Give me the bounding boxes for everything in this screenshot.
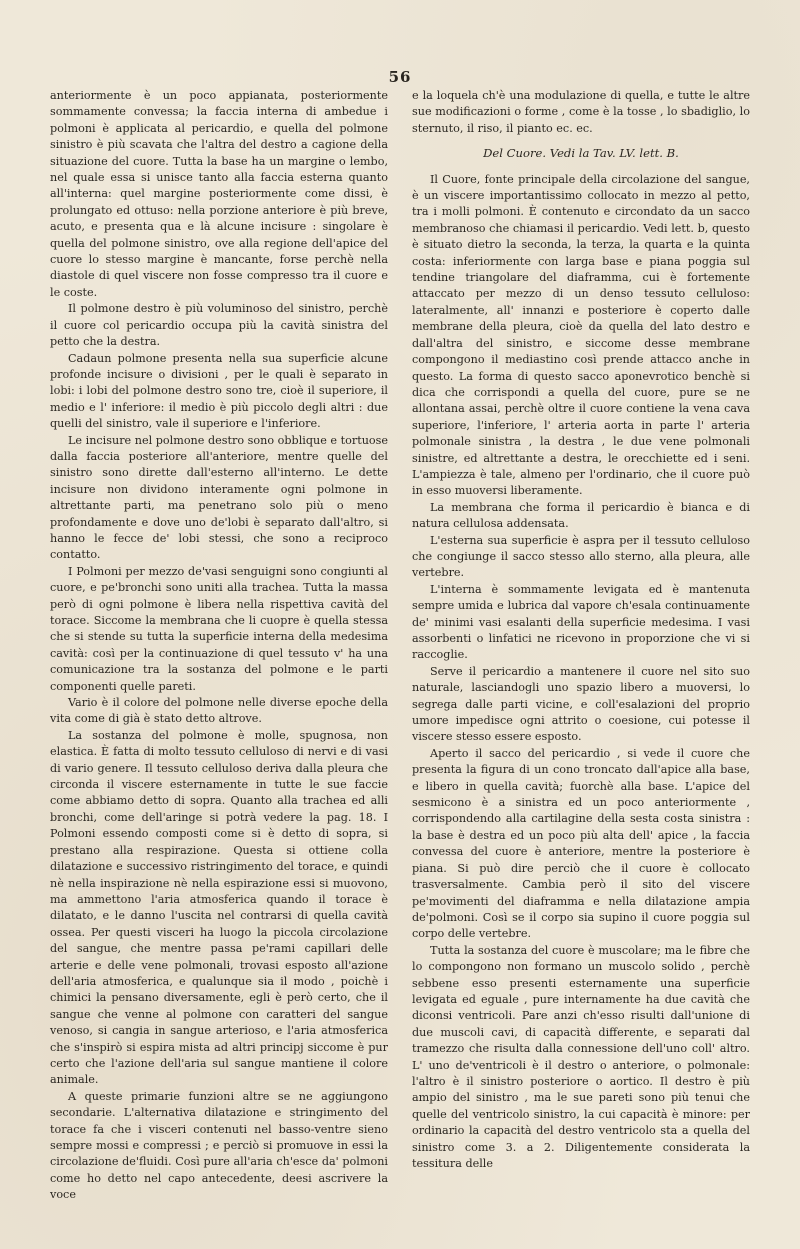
paragraph: Il Cuore, fonte principale della circolazione del sangue, è un viscere importantissimo collocato in mezzo al petto, tra i molli polmoni. È contenuto e circondato da un sacco membranoso che chiamasi il pericardio. Vedi lett. b, questo è situato dietro la seconda, la terza, la quarta e la quinta costa: inferiormente con larga base e piana poggia sul tendine triangolare del diaframma, cui è fortemente attaccato per mezzo di un denso tessuto celluloso: lateralmente, all' innanzi e posteriore è coperto dalle membrane della pleura, cioè da quella del lato destro e dall'altra del sinistro, e siccome desse membrane compongono il mediastino così prende attacco anche in questo. La forma di questo sacco aponevrotico benchè si dica che corrispondi a quella del cuore, pure se ne allontana assai, perchè oltre il cuore contiene la vena cava superiore, l'inferiore, l' arteria aorta in parte l' arteria polmonale sinistra , la destra , le due vene polmonali sinistre, ed altrettante a destra, le orecchiette ed i seni. L'ampiezza è tale, almeno per l'ordinario, che il cuore può in esso muoversi liberamente. bbox=[412, 172, 750, 498]
paragraph: Aperto il sacco del pericardio , si vede il cuore che presenta la figura di un cono troncato dall'apice alla base, e libero in quella cavità; fuorchè alla base. L'apice del sesmicono è a sinistra ed un poco anteriormente , corrispondendo alla cartilagine della sesta costa sinistra : la base è destra ed un poco più alta dell' apice , la faccia convessa del cuore è anteriore, mentre la posteriore è piana. Si può dire perciò che il cuore è collocato trasversalmente. Cambia però il sito del viscere pe'movimenti del diaframma e nella dilatazione ampia de'polmoni. Così se il corpo sia supino il cuore poggia sul corpo delle vertebre. bbox=[412, 746, 750, 941]
paragraph: La membrana che forma il pericardio è bianca e di natura cellulosa addensata. bbox=[412, 500, 750, 531]
paragraph: anteriormente è un poco appianata, posteriormente sommamente convessa; la faccia interna di ambedue i polmoni è applicata al pericardio, e quella del polmone sinistro è più scavata che l'altra del destro a cagione della situazione del cuore. Tutta la base ha un margine o lembo, nel quale essa si unisce tanto alla faccia esterna quanto all'interna: quel margine posteriormente come dissi, è prolungato ed ottuso: nella porzione anteriore è più breve, acuto, e presenta qua e là alcune incisure : singolare è quella del polmone sinistro, ove alla regione dell'apice del cuore lo stesso margine è mancante, forse perchè nella diastole di quel viscere non fosse compresso tra il cuore e le coste. bbox=[50, 89, 388, 299]
left-column bbox=[50, 88, 388, 1204]
paragraph: Serve il pericardio a mantenere il cuore nel sito suo naturale, lasciandogli uno spazio libero a muoversi, lo segrega dalle parti vicine, e coll'esalazioni del proprio umore impedisce ogni attrito o coesione, cui potesse il viscere stesso essere esposto. bbox=[412, 664, 750, 744]
paragraph: La sostanza del polmone è molle, spugnosa, non elastica. È fatta di molto tessuto celluloso di nervi e di vasi di vario genere. Il tessuto celluloso deriva dalla pleura che circonda il viscere esternamente in tutte le sue faccie come abbiamo detto di sopra. Quanto alla trachea ed alli bronchi, come dell'aringe si potrà vedere la pag. 18. I Polmoni essendo composti come si è detto di sopra, si prestano alla respirazione. Questa si ottiene colla dilatazione e successivo ristringimento del torace, e quindi nè nella inspirazione nè nella espirazione essi si muovono, ma ammettono l'aria atmosferica quando il torace è dilatato, e le danno l'uscita nel contrarsi di quella cavità ossea. Per questi visceri ha luogo la piccola circolazione del sangue, che mentre passa pe'rami capillari delle arterie e delle vene polmonali, trovasi esposto all'azione dell'aria atmosferica, e qualunque sia il modo , poichè i chimici la pensano diversamente, egli è però certo, che il sangue che venne al polmone con caratteri del sangue venoso, si cangia in sangue arterioso, e l'aria atmosferica che s'inspirò si espira mista ad altri principj siccome è pur certo che l'azione dell'aria sul sangue mantiene il colore animale. bbox=[50, 728, 388, 1087]
paragraph: Cadaun polmone presenta nella sua superficie alcune profonde incisure o divisioni , per le quali è separato in lobi: i lobi del polmone destro sono tre, cioè il superiore, il medio e l' inferiore: il medio è più piccolo degli altri : due quelli del sinistro, vale il superiore e l'inferiore. bbox=[50, 351, 388, 431]
page-number: 56 bbox=[388, 68, 412, 86]
section-title: Del Cuore. Vedi la Tav. LV. lett. B. bbox=[483, 146, 679, 161]
paragraph: e la loquela ch'è una modulazione di quella, e tutte le altre sue modificazioni o forme , come è la tosse , lo sbadiglio, lo sternuto, il riso, il pianto ec. ec. bbox=[412, 89, 750, 135]
paragraph: Vario è il colore del polmone nelle diverse epoche della vita come di già è stato detto altrove. bbox=[50, 696, 388, 726]
paragraph: Il polmone destro è più voluminoso del sinistro, perchè il cuore col pericardio occupa più la cavità sinistra del petto che la destra. bbox=[50, 302, 388, 349]
paragraph: Le incisure nel polmone destro sono obblique e tortuose dalla faccia posteriore all'anteriore, mentre quelle del sinistro sono dirette dall'esterno all'interno. Le dette incisure non dividono interamente ogni polmone in altrettante parti, ma penetrano solo più o meno profondamente e dove uno de'lobi è separato dall'altro, si hanno le fecce de' lobi stessi, che sono a reciproco contatto. bbox=[50, 433, 388, 562]
paragraph: L'esterna sua superficie è aspra per il tessuto celluloso che congiunge il sacco stesso allo sterno, alla pleura, alle vertebre. bbox=[412, 533, 750, 580]
paragraph: A queste primarie funzioni altre se ne aggiungono secondarie. L'alternativa dilatazione e stringimento del torace fa che i visceri contenuti nel basso-ventre sieno sempre mossi e compressi ; e perciò si promuove in essi la circolazione de'fluidi. Così pure all'aria ch'esce da' polmoni come ho detto nel capo antecedente, deesi ascrivere la voce bbox=[50, 1089, 388, 1202]
paragraph: I Polmoni per mezzo de'vasi senguigni sono congiunti al cuore, e pe'bronchi sono uniti alla trachea. Tutta la massa però di ogni polmone è libera nella rispettiva cavità del torace. Siccome la membrana che li cuopre è quella stessa che si stende su tutta la superficie interna della medesima cavità: così per la continuazione di quel tessuto v' ha una comunicazione tra la sostanza del polmone e le parti componenti quelle pareti. bbox=[50, 564, 388, 693]
paragraph: Tutta la sostanza del cuore è muscolare; ma le fibre che lo compongono non formano un muscolo solido , perchè sebbene esso presenti esternamente una superficie levigata ed eguale , pure internamente ha due cavità che diconsi ventricoli. Pare anzi ch'esso risulti dall'unione di due muscoli cavi, di capacità differente, e separati dal tramezzo che risulta dalla connessione dell'uno coll' altro. L' uno de'ventricoli è il destro o anteriore, o polmonale: l'altro è il sinistro posteriore o aortico. Il destro è più ampio del sinistro , ma le sue pareti sono più tenui che quelle del ventricolo sinistro, la cui capacità è minore: per ordinario la capacità del destro ventricolo sta a quella del sinistro come 3. a 2. Diligentemente considerata la tessitura delle bbox=[412, 943, 750, 1170]
right-column bbox=[412, 88, 750, 1172]
paragraph: L'interna è sommamente levigata ed è mantenuta sempre umida e lubrica dal vapore ch'esala continuamente de' minimi vasi esalanti della superficie medesima. I vasi assorbenti o linfatici ne ricevono in proporzione che vi si raccoglie. bbox=[412, 582, 750, 662]
